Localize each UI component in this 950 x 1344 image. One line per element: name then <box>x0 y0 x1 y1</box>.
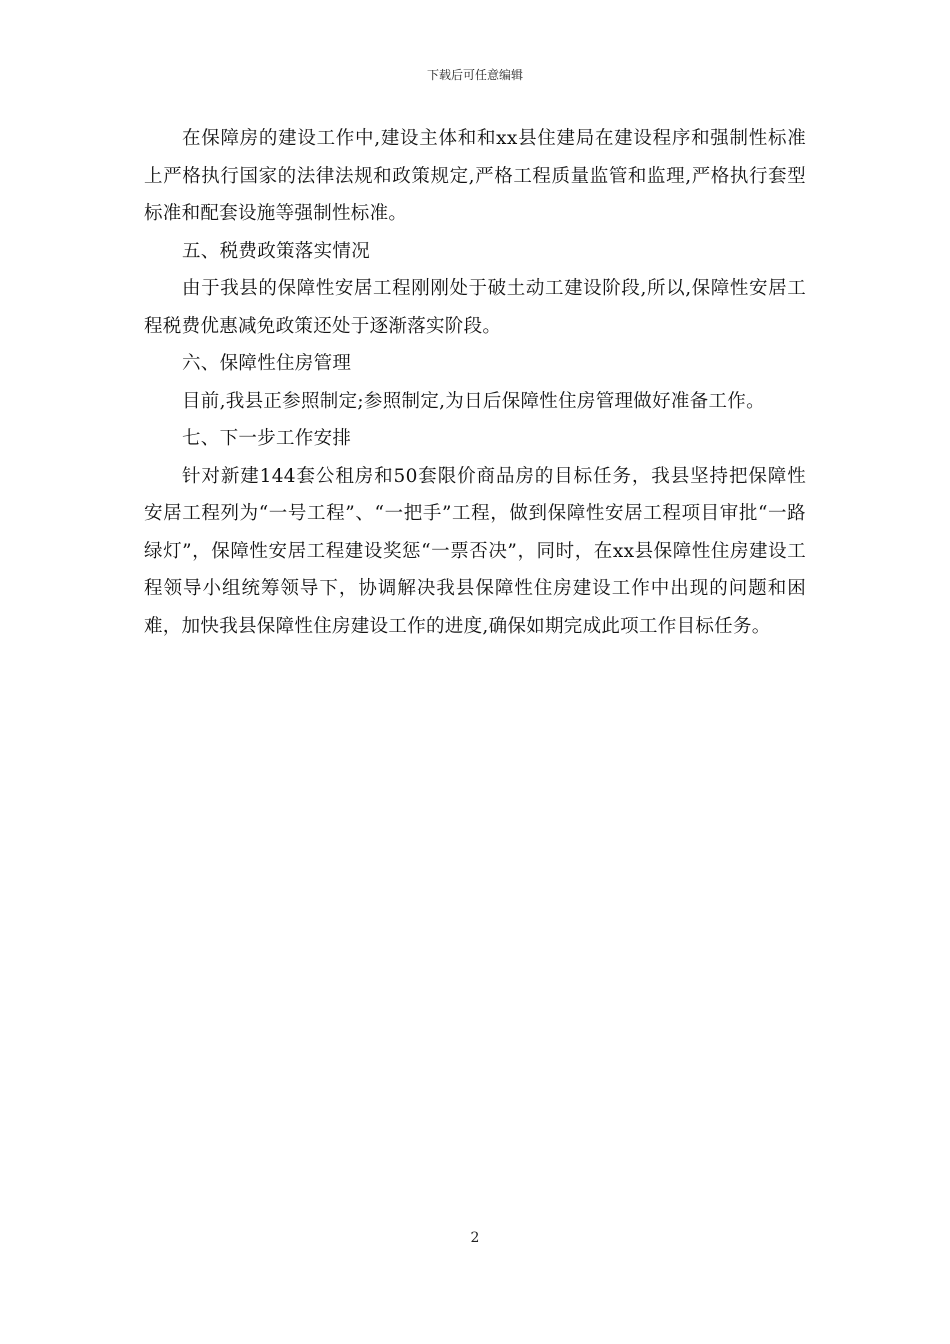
paragraph-standards: 在保障房的建设工作中,建设主体和和xx县住建局在建设程序和强制性标准上严格执行国家的法律法规和政策规定,严格工程质量监管和监理,严格执行套型标准和配套设施等强制性标准。 <box>144 128 806 224</box>
page-header: 下载后可任意编辑 <box>426 68 523 82</box>
page-number: 2 <box>470 1230 480 1246</box>
paragraph-housing-management: 目前,我县正参照制定;参照制定,为日后保障性住房管理做好准备工作。 <box>182 390 765 412</box>
paragraph-tax-policy: 由于我县的保障性安居工程刚刚处于破土动工建设阶段,所以,保障性安居工程税费优惠减免政策还处于逐渐落实阶段。 <box>144 278 806 337</box>
heading-next-steps: 七、下一步工作安排 <box>182 428 352 449</box>
document-body <box>144 120 806 645</box>
heading-tax-policy: 五、税费政策落实情况 <box>182 240 371 262</box>
paragraph-next-steps: 针对新建144套公租房和50套限价商品房的目标任务，我县坚持把保障性安居工程列为“一号工程”、“一把手”工程，做到保障性安居工程项目审批“一路绿灯”，保障性安居工程建设奖惩“一票否决”，同时，在xx县保障性住房建设工程领导小组统筹领导下，协调解决我县保障性住房建设工作中出现的问题和困难，加快我县保障性住房建设工作的进度,确保如期完成此项工作目标任务。 <box>144 465 806 637</box>
heading-housing-management: 六、保障性住房管理 <box>182 353 352 374</box>
